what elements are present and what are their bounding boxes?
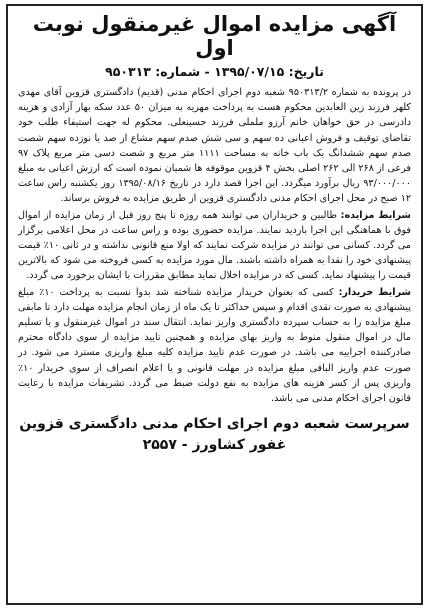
signature-organization: سرپرست شعبه دوم اجرای احکام مدنی دادگستری قزوین <box>19 416 410 433</box>
auction-notice <box>6 4 423 605</box>
buyer-conditions <box>18 285 411 407</box>
notice-title: آگهی مزایده اموال غیرمنقول نوبت اول <box>32 12 397 60</box>
notice-date-number: تاریخ: ۱۳۹۵/۰۷/۱۵ - شماره: ۹۵۰۳۱۳ <box>105 64 324 79</box>
signature-name: غفور کشاورز - ۲۵۵۷ <box>142 437 287 454</box>
auction-conditions-heading: شرایط مزایده: <box>340 209 411 221</box>
auction-conditions <box>18 208 411 284</box>
buyer-conditions-heading: شرایط خریدار: <box>338 286 411 298</box>
notice-body: در پرونده به شماره ۹۵۰۳۱۳/۲ شعبه دوم اجرای احکام مدنی (قدیم) دادگستری قزوین آقای مهدی کلهر فرزند زین العابدین محکوم هست به پرداخت مهریه به میزان ۵۰ عدد سکه بهار آزادی و هزینه دادرسی در حق خواهان خانم آرزو ململی فرزند حسینعلی. محکوم له جهت استیفاء طلب خود تقاضای توقیف و فروش اعیانی ده سهم و سی شش صدم سهم مشاع از صد یا نوزده سهم شصت صدم سهم ششدانگ یک باب خانه به مساحت ۱۱۱۱ متر مربع و شصت دسی متر مربع پلاک ۹۷ فرعی از ۲۶۸ الی ۲۶۲ اصلی بخش ۴ قزوین موقوفه ها شمیان نموده است که ارزش اعیانی به مبلغ ۹۳/۰۰۰/۰۰۰ ریال برآورد میگردد. این اجرا قصد دارد در تاریخ ۱۳۹۵/۰۸/۱۶ روز یکشنبه راس ساعت ۱۲ صبح در محل اجرای احکام مدنی دادگستری قزوین از طریق مزایده به فروش برساند. <box>18 87 412 205</box>
auction-conditions-text: طالبین و خریداران می توانند همه روزه تا پنج روز قبل از زمان مزایده از اموال فوق با هماهنگی این اجرا بازدید نمایند. مزایده حضوری بوده و راس ساعت در محل اعلامی برگزار می گردد. کسانی می توانند در مزایده شرکت نمایند که اولا منع قانونی نداشته و در ثانی ۱۰٪ قیمت پیشنهادی خود را نقدا به همراه داشته باشند. مال مورد مزایده به کسی فروخته می شود که بالاترین قیمت را پیشنهاد نماید. کسی که در مزایده اخلال نماید مطابق مقررات با ایشان برخورد می گردد. <box>18 209 411 282</box>
signature-block <box>18 414 411 456</box>
buyer-conditions-text: کسی که بعنوان خریدار مزایده شناخته شد بدوا نسبت به پرداخت ۱۰٪ مبلغ پیشنهادی به صورت نقدی اقدام و سپس حداکثر تا یک ماه از زمان انجام مزایده مهلت دارد تا مابقی مبلغ مزایده را به حساب سپرده دادگستری واریز نماید. انتقال سند در اموال غیرمنقول و یا تسلیم مال در اموال منقول منوط به واریز بهای مزایده و همچنین تایید مزایده از سوی دادگاه محترم صادرکننده اجراییه می باشد. در صورت عدم تایید مزایده کلیه مبلغ واریزی مسترد می شود. در صورت عدم واریز الباقی مبلغ مزایده در مهلت قانونی و یا اعلام انصراف از سوی خریدار ۱۰٪ واریزی پس از کسر هزینه های مزایده به نفع دولت ضبط می گردد. تشریفات مزایده با رعایت قانون اجرای احکام مدنی می باشد. <box>18 286 411 405</box>
